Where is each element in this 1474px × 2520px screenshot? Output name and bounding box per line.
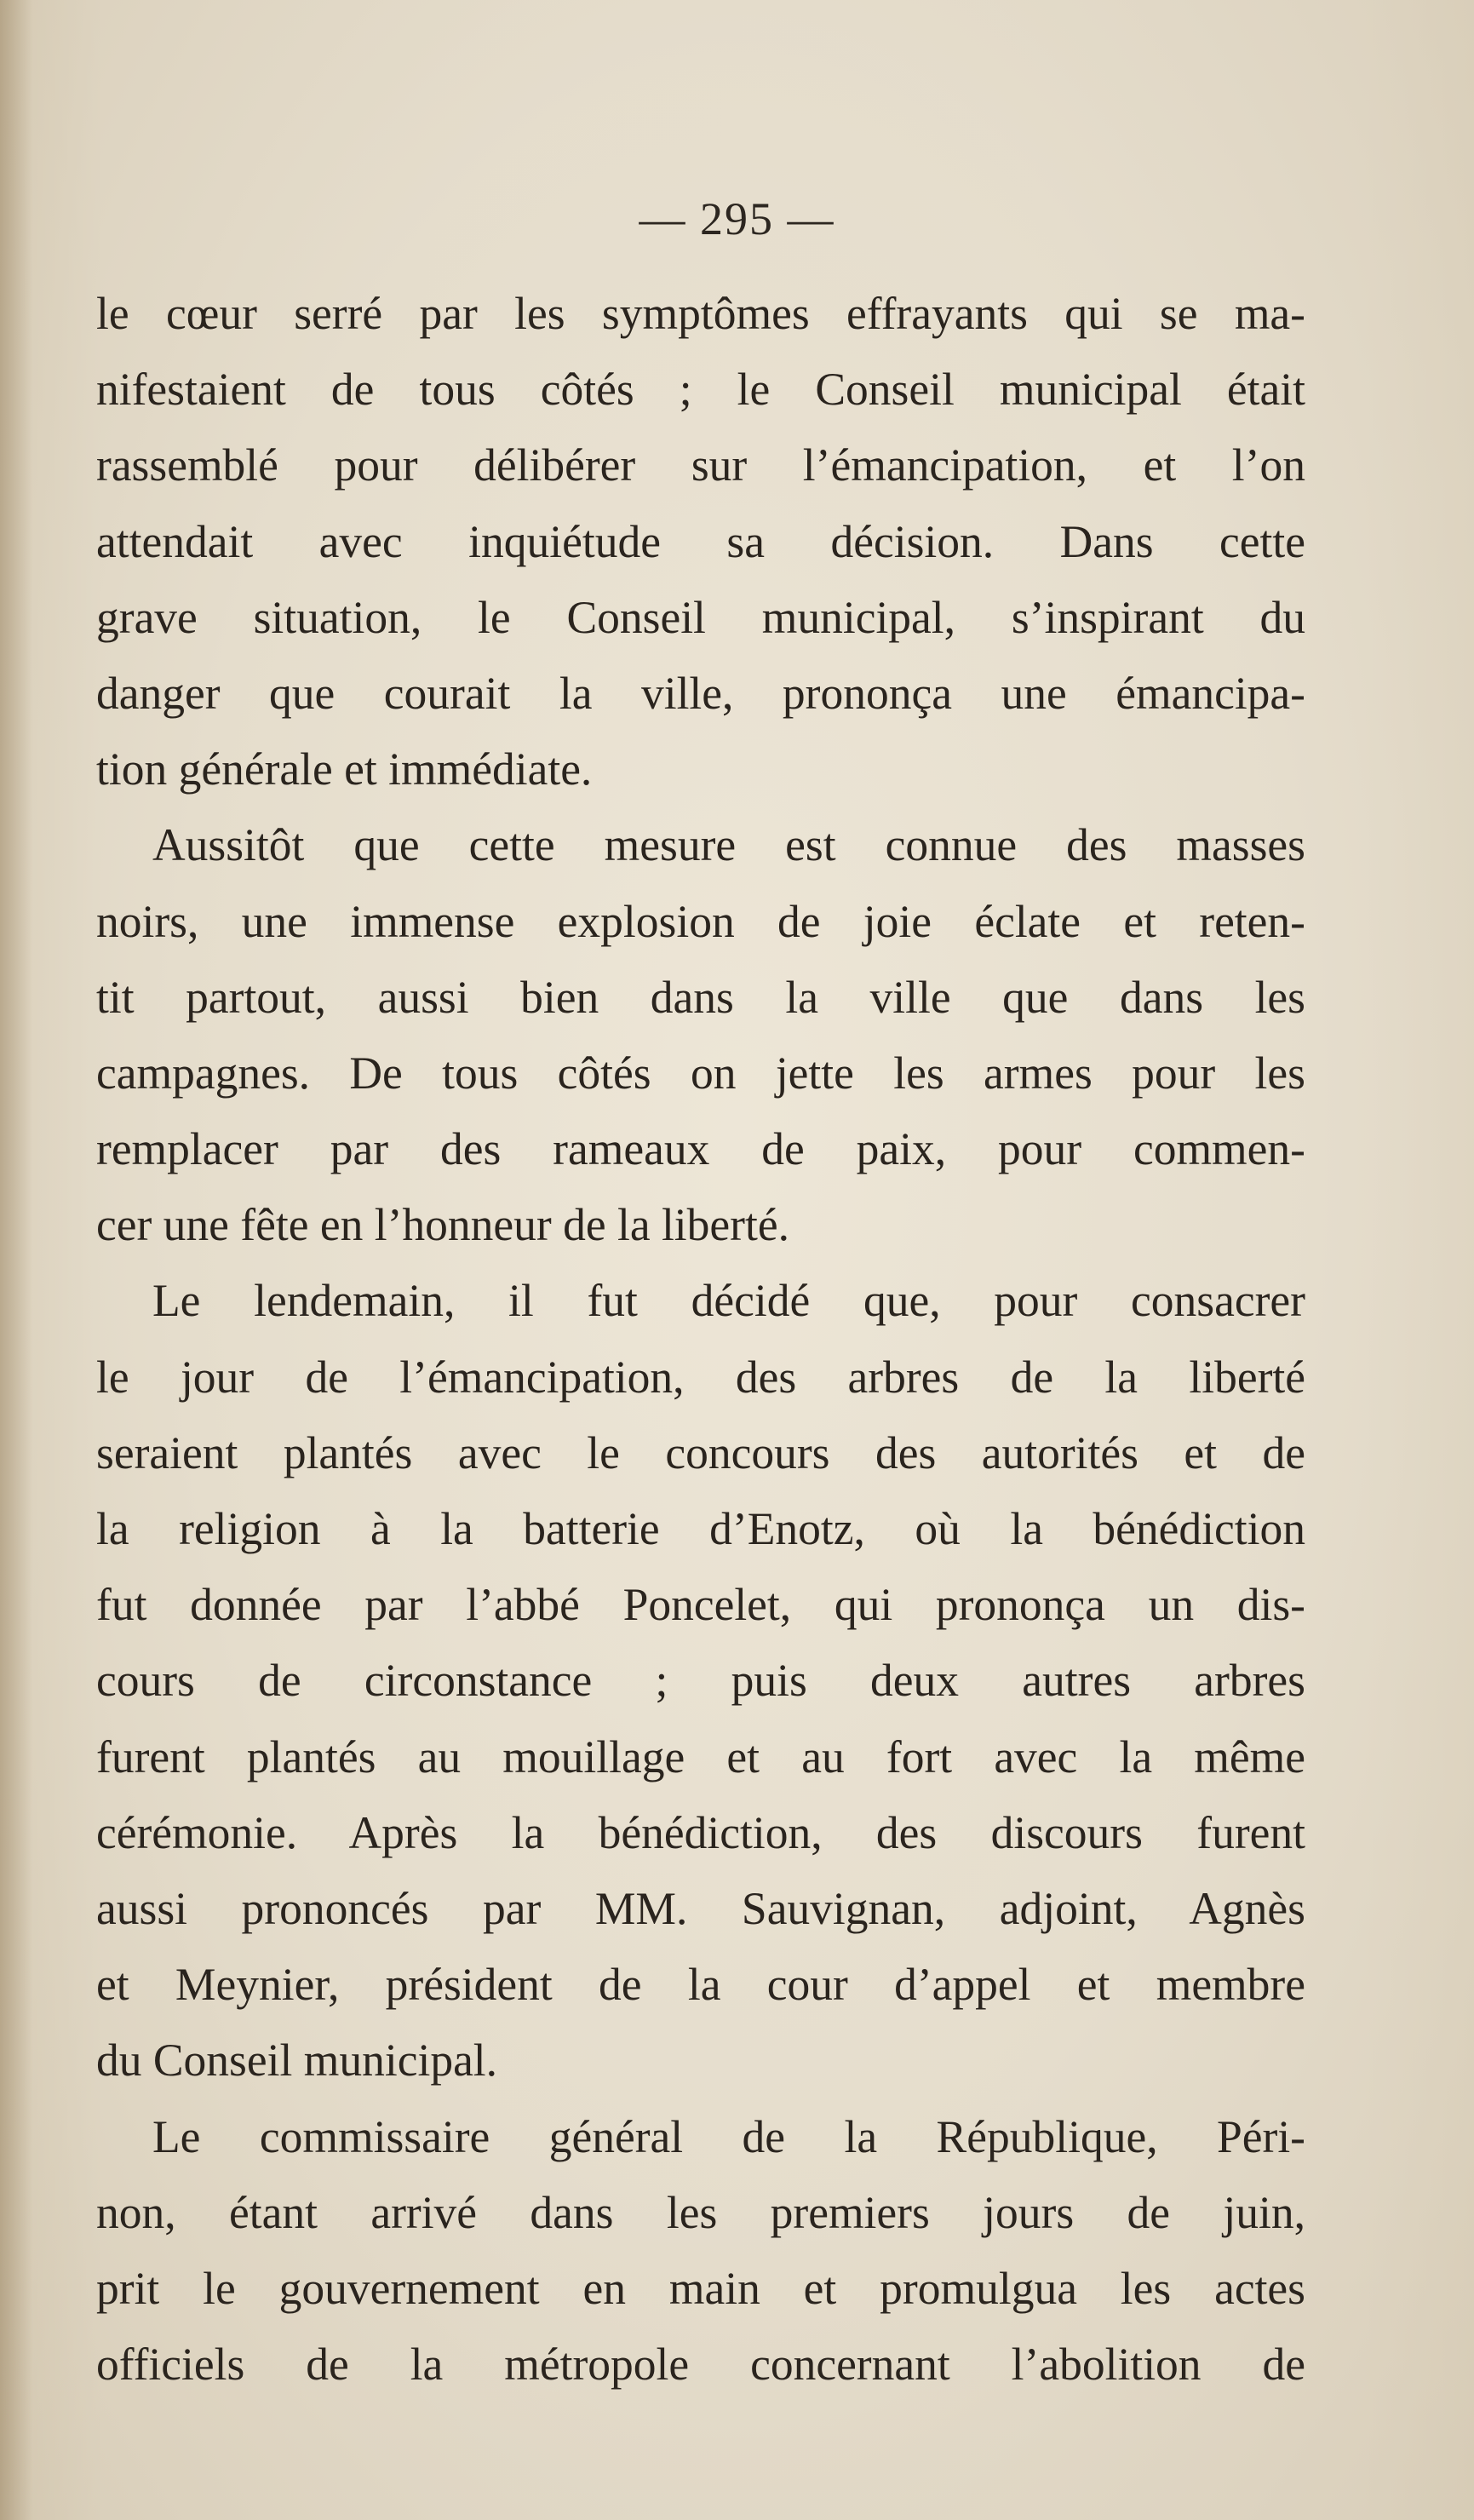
text-line: le cœur serré par les symptômes effrayants qui se ma- [96, 288, 1305, 339]
paragraph-3 [96, 1263, 1305, 2098]
text-line: cours de circonstance ; puis deux autres arbres [96, 1655, 1305, 1707]
text-line: attendait avec inquiétude sa décision. Dans cette [96, 515, 1305, 567]
text-line: Aussitôt que cette mesure est connue des masses [152, 819, 1305, 871]
text-line: et Meynier, président de la cour d’appel et membre [96, 1959, 1305, 2011]
text-line: officiels de la métropole concernant l’abolition de [96, 2339, 1305, 2391]
text-line: Le lendemain, il fut décidé que, pour consacrer [152, 1275, 1305, 1327]
text-line: furent plantés au mouillage et au fort avec la même [96, 1731, 1305, 1782]
text-line: remplacer par des rameaux de paix, pour commen- [96, 1123, 1305, 1175]
text-line: grave situation, le Conseil municipal, s’inspirant du [96, 591, 1305, 643]
text-line: rassemblé pour délibérer sur l’émancipation, et l’on [96, 439, 1305, 491]
spine-shadow [0, 0, 32, 2520]
text-line: campagnes. De tous côtés on jette les armes pour les [96, 1047, 1305, 1099]
text-line: cérémonie. Après la bénédiction, des discours furent [96, 1806, 1305, 1858]
text-line: tion générale et immédiate. [96, 743, 593, 795]
page-number: — 295 — [639, 193, 835, 244]
text-line: seraient plantés avec le concours des autorités et de [96, 1426, 1305, 1478]
paragraph-2 [96, 807, 1305, 1263]
paragraph-1 [96, 276, 1305, 807]
text-line: du Conseil municipal. [96, 2035, 498, 2087]
text-line: danger que courait la ville, prononça une émancipa- [96, 667, 1305, 719]
text-line: fut donnée par l’abbé Poncelet, qui prononça un dis- [96, 1579, 1305, 1631]
text-line: aussi prononcés par MM. Sauvignan, adjoint, Agnès [96, 1882, 1305, 1934]
paragraph-4 [96, 2099, 1305, 2403]
text-line: le jour de l’émancipation, des arbres de la liberté [96, 1351, 1305, 1403]
body-text [96, 276, 1305, 2402]
text-line: nifestaient de tous côtés ; le Conseil municipal était [96, 364, 1305, 416]
text-line: tit partout, aussi bien dans la ville que dans les [96, 971, 1305, 1023]
text-line: cer une fête en l’honneur de la liberté. [96, 1199, 789, 1251]
text-line: noirs, une immense explosion de joie éclate et reten- [96, 895, 1305, 947]
text-line: prit le gouvernement en main et promulgua les actes [96, 2262, 1305, 2314]
text-line: la religion à la batterie d’Enotz, où la bénédiction [96, 1503, 1305, 1554]
text-line: Le commissaire général de la République, Péri- [152, 2110, 1305, 2162]
text-line: non, étant arrivé dans les premiers jours de juin, [96, 2186, 1305, 2238]
